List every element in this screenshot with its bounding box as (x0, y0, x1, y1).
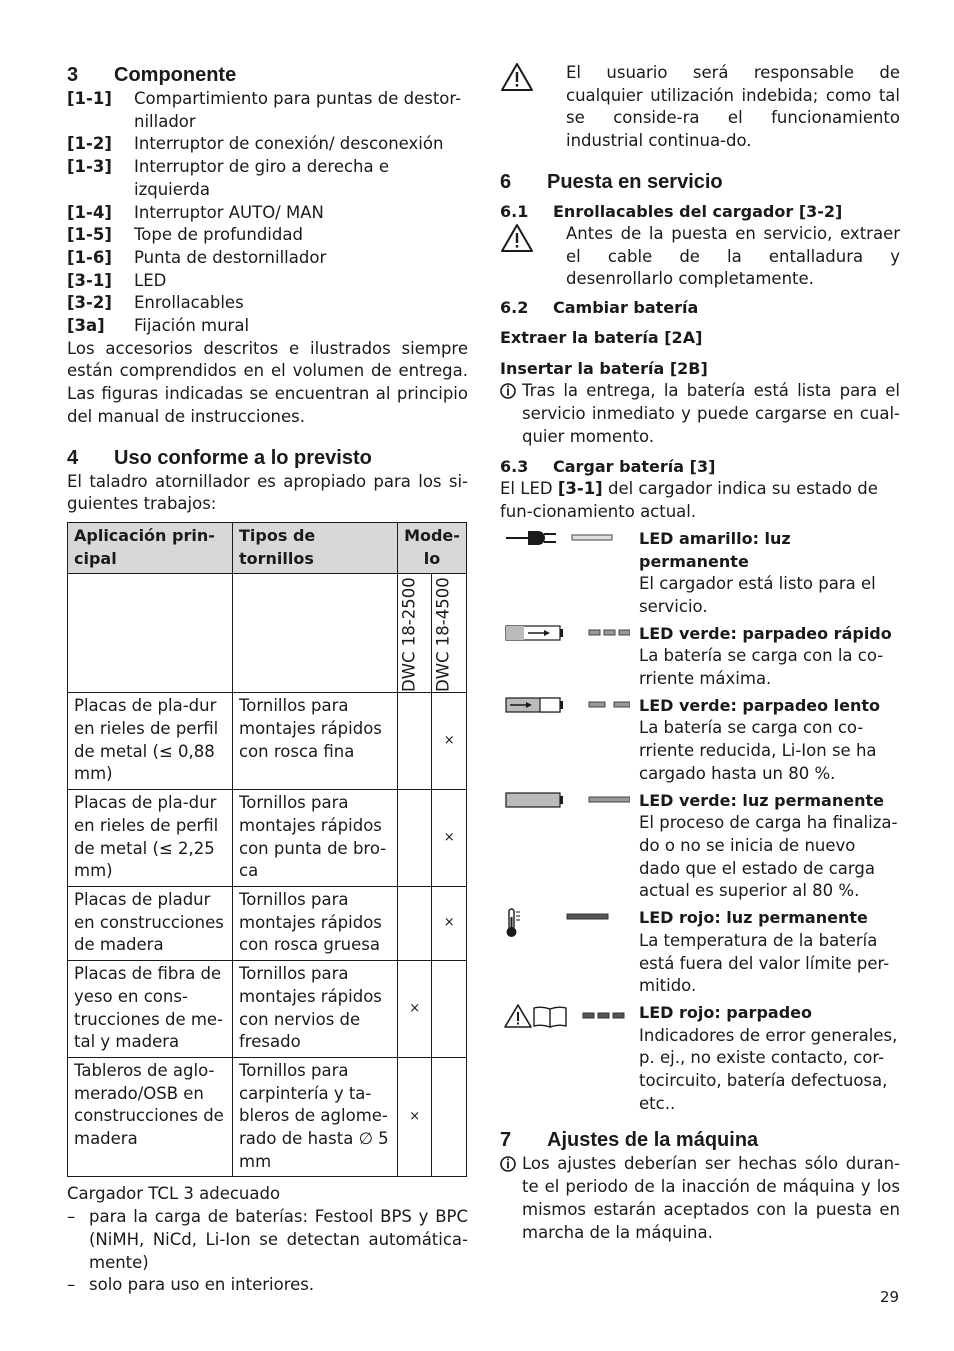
led-row: LED verde: parpadeo lento La batería se carga con co-rriente reducida, Li-Ion se ha cargado hasta un 80 %. (500, 695, 900, 786)
component-item: [1-3] Interruptor de giro a derecha e izquierda (67, 157, 390, 199)
header-application: Aplicación prin-cipal (68, 522, 233, 573)
component-item: [1-1] Compartimiento para puntas de destor-nillador (67, 89, 462, 131)
component-item: [1-5] Tope de profundidad (67, 225, 303, 245)
warning-block: Antes de la puesta en servicio, extraer el cable de la entalladura y desenrollarlo completamente. (500, 223, 900, 291)
insert-battery-heading: Insertar la batería [2B] (500, 358, 708, 378)
info-block: Tras la entrega, la batería está lista para el servicio inmediato y puede cargarse en cual-quier momento. (500, 380, 900, 448)
section-4-heading: 4 Uso conforme a lo previsto (67, 446, 372, 469)
info-icon (500, 1153, 522, 1244)
table-row: Placas de pladur en construcciones de madera Tornillos para montajes rápidos con rosca gruesa × (68, 886, 467, 960)
table-header-row (68, 522, 467, 573)
info-icon (500, 380, 522, 448)
table-row: Placas de pla-dur en rieles de perfil de metal (≤ 0,88 mm) Tornillos para montajes rápidos con rosca fina × (68, 693, 467, 790)
list-item: – para la carga de baterías: Festool BPS y BPC (NiMH, NiCd, Li-Ion se detectan automática-mente) (67, 1207, 468, 1272)
led-intro: El LED [3-1] del cargador indica su estado de fun-cionamiento actual. (500, 479, 878, 522)
right-column (500, 62, 900, 1244)
header-screws: Tipos de tornillos (233, 522, 398, 573)
led-row: LED amarillo: luz permanente El cargador está listo para el servicio. (500, 528, 900, 619)
led-row: LED rojo: luz permanente La temperatura de la batería está fuera del valor límite per-mitido. (500, 907, 900, 998)
table-row: Tableros de aglo-merado/OSB en construcciones de madera Tornillos para carpintería y ta-bleros de aglome-rado de hasta ∅ 5 mm × (68, 1057, 467, 1177)
accessories-note: Los accesorios descritos e ilustrados siempre están comprendidos en el volumen de entrega. Las figuras indicadas se encuentran al principio del manual de instrucciones. (67, 338, 468, 426)
section-6-heading: 6 Puesta en servicio (500, 170, 723, 193)
led-row: LED verde: parpadeo rápido La batería se carga con la co-rriente máxima. (500, 623, 900, 691)
component-item: [1-6] Punta de destornillador (67, 247, 327, 267)
section-4-intro: El taladro atornillador es apropiado para los si-guientes trabajos: (67, 471, 468, 514)
section-6-1-heading: 6.1 Enrollacables del cargador [3-2] (500, 201, 843, 221)
component-item: [3a] Fijación mural (67, 316, 250, 336)
table-row: Placas de pla-dur en rieles de perfil de metal (≤ 2,25 mm) Tornillos para montajes rápidos con punta de bro-ca × (68, 790, 467, 887)
extract-battery-heading: Extraer la batería [2A] (500, 327, 703, 347)
page-number: 29 (880, 1288, 900, 1306)
header-model: Mode-lo (398, 522, 467, 573)
application-table (67, 522, 467, 1177)
battery-full-symbol (500, 790, 639, 904)
component-item: [1-4] Interruptor AUTO/ MAN (67, 202, 324, 222)
component-item: [3-1] LED (67, 270, 167, 290)
battery-charging-fast-symbol (500, 623, 639, 691)
warning-icon (500, 62, 566, 153)
battery-charging-slow-symbol (500, 695, 639, 786)
warning-block: El usuario será responsable de cualquier utilización indebida; como tal se conside-ra el funcionamiento industrial continua-do. (500, 62, 900, 153)
section-7-heading: 7 Ajustes de la máquina (500, 1129, 759, 1152)
model-2-label: DWC 18-4500 (432, 574, 467, 693)
component-list (67, 88, 468, 338)
led-row: LED rojo: parpadeo Indicadores de error generales, p. ej., no existe contacto, cor-tocircuito, batería defectuosa, etc.. (500, 1002, 900, 1116)
led-row: LED verde: luz permanente El proceso de carga ha finaliza-do o no se inicia de nuevo dado que el estado de carga actual es superior al 80 %. (500, 790, 900, 904)
section-6-3-heading: 6.3 Cargar batería [3] (500, 457, 716, 477)
section-6-2-heading: 6.2 Cambiar batería (500, 297, 699, 317)
charger-note: Cargador TCL 3 adecuado (67, 1184, 281, 1204)
thermometer-icon (500, 907, 639, 998)
table-row: Placas de fibra de yeso en cons-trucciones de me-tal y madera Tornillos para montajes rápidos con nervios de fresado × (68, 961, 467, 1058)
led-table (500, 528, 900, 1116)
component-item: [1-2] Interruptor de conexión/ desconexión (67, 134, 444, 154)
warning-manual-icon (500, 1002, 639, 1116)
list-item: – solo para uso en interiores. (67, 1275, 315, 1295)
component-item: [3-2] Enrollacables (67, 293, 244, 313)
section-3-heading: 3 Componente (67, 64, 237, 86)
warning-icon (500, 223, 566, 291)
plug-symbol (500, 528, 639, 619)
left-column (67, 62, 468, 1297)
info-block: Los ajustes deberían ser hechas sólo duran-te el periodo de la inacción de máquina y los mismos estarán aceptados con la puesta en marcha de la máquina. (500, 1153, 900, 1244)
model-row (68, 574, 467, 693)
model-1-label: DWC 18-2500 (398, 574, 432, 693)
